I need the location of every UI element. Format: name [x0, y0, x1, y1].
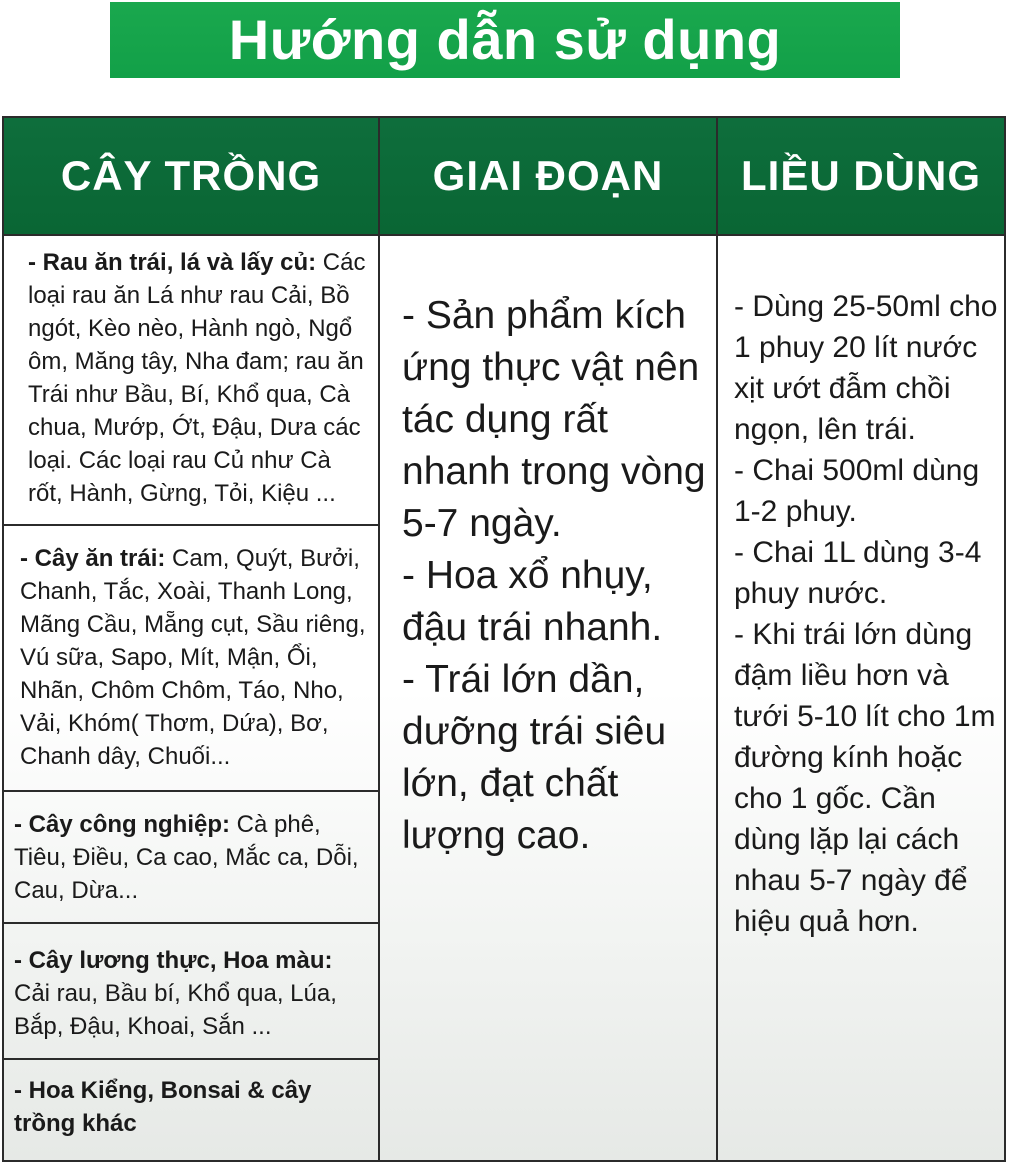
dosage-line: - Chai 1L dùng 3-4 phuy nước.: [734, 536, 982, 610]
crop-row-industrial: [4, 792, 378, 924]
stage-line: - Sản phẩm kích ứng thực vật nên tác dụng rất nhanh trong vòng 5-7 ngày.: [402, 294, 706, 545]
dosage-cell: [734, 286, 1004, 942]
table-header: [4, 118, 1004, 236]
crop-lead: - Hoa Kiểng, Bonsai & cây trồng khác: [14, 1077, 312, 1137]
stage-cell: [402, 290, 712, 862]
column-divider: [378, 118, 380, 1160]
stage-line: - Hoa xổ nhụy, đậu trái nhanh.: [402, 554, 663, 649]
crop-lead: - Cây lương thực, Hoa màu:: [14, 947, 333, 974]
page-title: Hướng dẫn sử dụng: [228, 8, 782, 71]
header-dosage: LIỀU DÙNG: [741, 152, 981, 199]
crop-row-fruit-trees: [4, 526, 378, 792]
header-crops: CÂY TRỒNG: [60, 152, 322, 199]
dosage-line: - Dùng 25-50ml cho 1 phuy 20 lít nước xịt ướt đẫm chồi ngọn, lên trái.: [734, 290, 998, 446]
crop-row-food-crops: [4, 924, 378, 1060]
title-banner: [110, 2, 900, 78]
crop-row-vegetables: [4, 236, 378, 526]
dosage-line: - Khi trái lớn dùng đậm liều hơn và tưới 5-10 lít cho 1m đường kính hoặc cho 1 gốc. Cần dùng lặp lại cách nhau 5-7 ngày để hiệu quả hơn.: [734, 618, 996, 938]
crop-row-ornamental: [4, 1060, 378, 1160]
crop-text: Cam, Quýt, Bưởi, Chanh, Tắc, Xoài, Thanh Long, Mãng Cầu, Mẵng cụt, Sầu riêng, Vú sữa, Sapo, Mít, Mận, Ổi, Nhãn, Chôm Chôm, Táo, Nho, Vải, Khóm( Thơm, Dứa), Bơ, Chanh dây, Chuối...: [20, 545, 366, 770]
crop-text: Các loại rau ăn Lá như rau Cải, Bồ ngót, Kèo nèo, Hành ngò, Ngổ ôm, Măng tây, Nha đam; rau ăn Trái như Bầu, Bí, Khổ qua, Cà chua, Mướp, Ớt, Đậu, Dưa các loại. Các loại rau Củ như Cà rốt, Hành, Gừng, Tỏi, Kiệu ...: [28, 249, 366, 507]
crop-lead: - Cây ăn trái:: [20, 545, 166, 572]
column-divider: [716, 118, 718, 1160]
usage-table: [2, 116, 1006, 1162]
crop-text: Cải rau, Bầu bí, Khổ qua, Lúa, Bắp, Đậu, Khoai, Sắn ...: [14, 980, 337, 1040]
crop-lead: - Rau ăn trái, lá và lấy củ:: [28, 249, 317, 276]
crop-lead: - Cây công nghiệp:: [14, 811, 230, 838]
header-stage: GIAI ĐOẠN: [432, 152, 664, 199]
dosage-line: - Chai 500ml dùng 1-2 phuy.: [734, 454, 980, 528]
stage-line: - Trái lớn dần, dưỡng trái siêu lớn, đạt chất lượng cao.: [402, 658, 667, 857]
crop-text: Cà phê, Tiêu, Điều, Ca cao, Mắc ca, Dỗi, Cau, Dừa...: [14, 811, 359, 904]
